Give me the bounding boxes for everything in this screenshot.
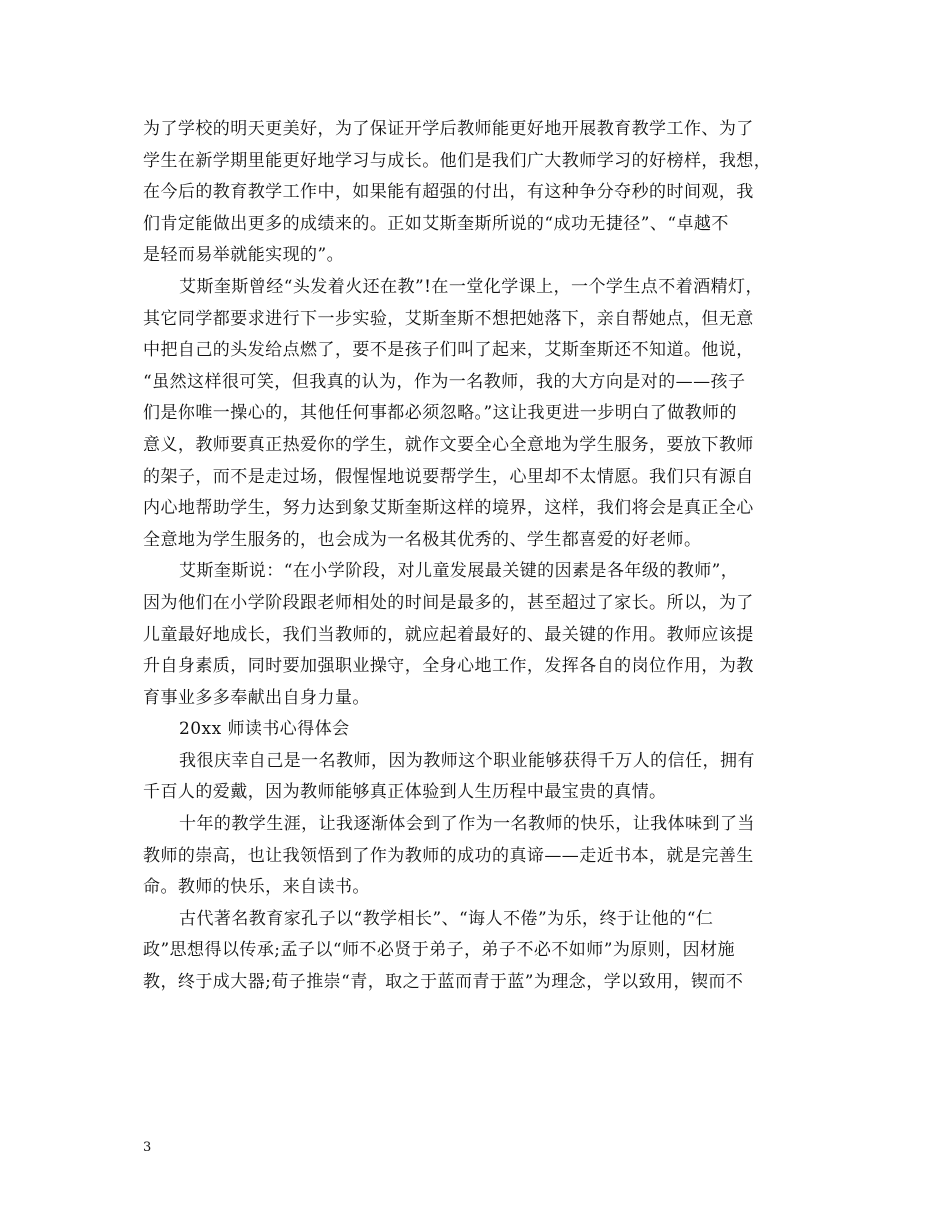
text-line: 千百人的爱戴，因为教师能够真正体验到人生历程中最宝贵的真情。 — [143, 782, 667, 803]
paragraph-start-line: 艾斯奎斯说：“在小学阶段，对儿童发展最关键的因素是各年级的教师”， — [179, 561, 739, 582]
text-line: 教，终于成大器;荀子推崇“青，取之于蓝而青于蓝”为理念，学以致用，锲而不 — [143, 972, 744, 993]
text-line: 因为他们在小学阶段跟老师相处的时间是最多的，甚至超过了家长。所以，为了 — [143, 592, 754, 613]
document-body — [143, 114, 813, 999]
text-line: 为了学校的明天更美好，为了保证开学后教师能更好地开展教育教学工作、为了 — [143, 119, 754, 139]
text-line: 政”思想得以传承;孟子以“师不必贤于弟子，弟子不必不如师”为原则，因材施 — [143, 940, 735, 961]
paragraph-start-line: 艾斯奎斯曾经“头发着火还在教”!在一堂化学课上，一个学生点不着酒精灯， — [179, 276, 763, 297]
text-line: 中把自己的头发给点燃了，要不是孩子们叫了起来，艾斯奎斯还不知道。他说， — [143, 340, 754, 361]
text-line: 儿童最好地成长，我们当教师的，就应起着最好的、最关键的作用。教师应该提 — [143, 624, 754, 645]
text-line: 教师的崇高，也让我领悟到了作为教师的成功的真谛——走近书本，就是完善生 — [143, 845, 754, 866]
text-line: 内心地帮助学生，努力达到象艾斯奎斯这样的境界，这样，我们将会是真正全心 — [143, 498, 754, 519]
text-line: 升自身素质，同时要加强职业操守，全身心地工作，发挥各自的岗位作用，为教 — [143, 656, 754, 677]
text-line: 全意地为学生服务的，也会成为一名极其优秀的、学生都喜爱的好老师。 — [143, 529, 702, 550]
text-line: 意义，教师要真正热爱你的学生，就作文要全心全意地为学生服务，要放下教师 — [143, 434, 754, 455]
text-line: 的架子，而不是走过场，假惺惺地说要帮学生，心里却不太情愿。我们只有源自 — [143, 466, 754, 487]
paragraph-start-line: 古代著名教育家孔子以“教学相长”、“诲人不倦”为乐，终于让他的“仁 — [179, 908, 714, 929]
text-line: 们是你唯一操心的，其他任何事都必须忽略。”这让我更进一步明白了做教师的 — [143, 403, 737, 424]
text-line: 其它同学都要求进行下一步实验，艾斯奎斯不想把她落下，亲自帮她点，但无意 — [143, 308, 754, 329]
text-line: 是轻而易举就能实现的”。 — [143, 245, 345, 266]
page-number: 3 — [143, 1140, 152, 1155]
section-heading: 20xx 师读书心得体会 — [179, 719, 350, 740]
text-line: 在今后的教育教学工作中，如果能有超强的付出，有这种争分夺秒的时间观，我 — [143, 182, 754, 203]
text-line: 们肯定能做出更多的成绩来的。正如艾斯奎斯所说的“成功无捷径”、“卓越不 — [143, 213, 729, 234]
text-line: “虽然这样很可笑，但我真的认为，作为一名教师，我的大方向是对的——孩子 — [143, 371, 746, 392]
text-line: 学生在新学期里能更好地学习与成长。他们是我们广大教师学习的好榜样，我想， — [143, 150, 772, 171]
text-line: 命。教师的快乐，来自读书。 — [143, 877, 370, 898]
text-line: 育事业多多奉献出自身力量。 — [143, 687, 370, 708]
paragraph-start-line: 我很庆幸自己是一名教师，因为教师这个职业能够获得千万人的信任，拥有 — [179, 750, 755, 771]
paragraph-start-line: 十年的教学生涯，让我逐渐体会到了作为一名教师的快乐，让我体味到了当 — [179, 814, 755, 835]
